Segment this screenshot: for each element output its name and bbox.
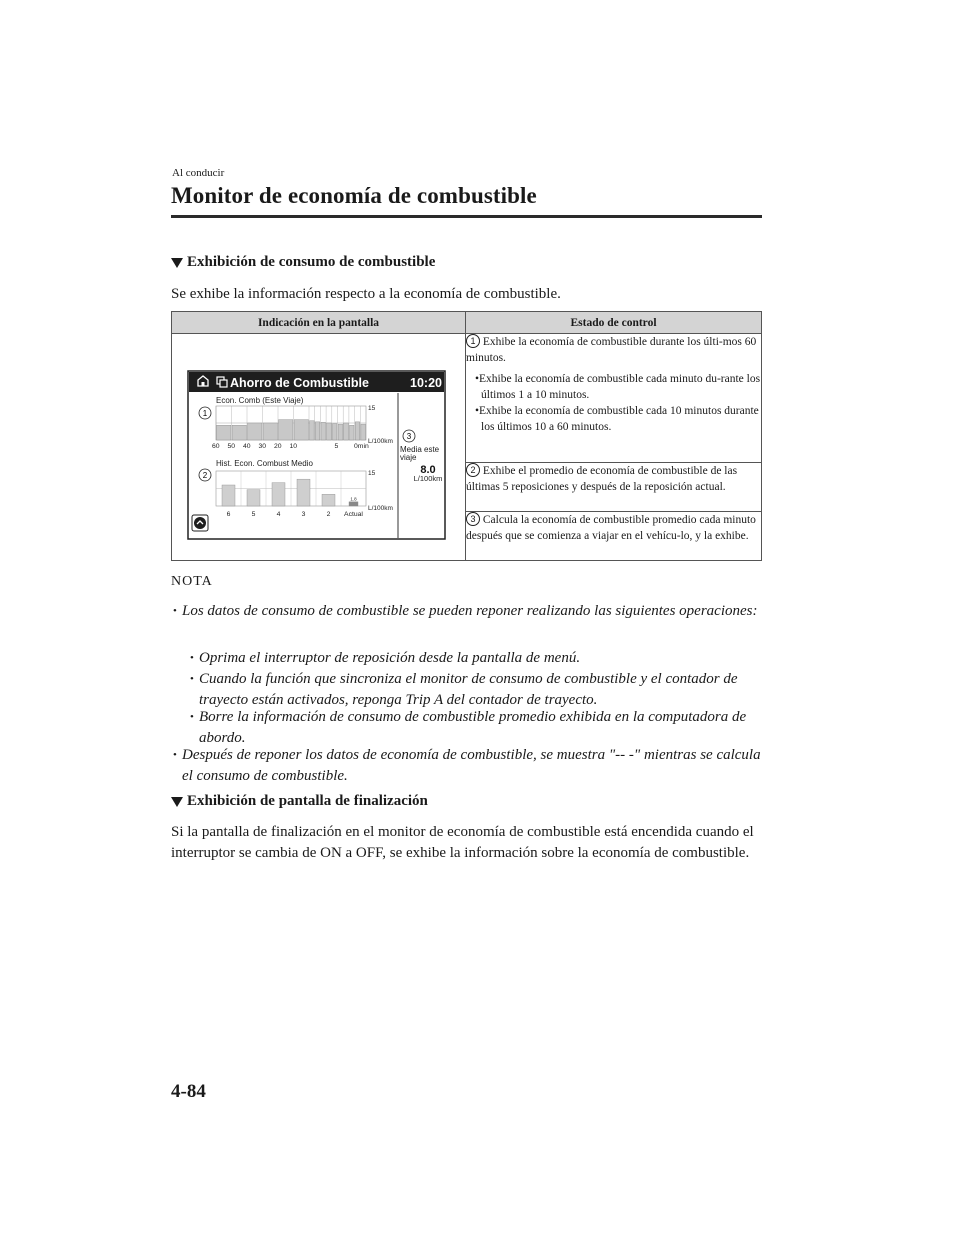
side-unit: L/100km: [413, 474, 443, 483]
chart1-bar: [310, 421, 315, 440]
row3-text: Calcula la economía de combustible promedio cada minuto después que se comienza a viajar en el vehícu-lo, y la exhibe.: [466, 514, 756, 542]
nota-bullet-2-text: Después de reponer los datos de economía de combustible, se muestra "-- -" mientras se calcula el consumo de combustible.: [182, 747, 761, 784]
chart1-x-tick: 40: [243, 443, 251, 450]
chart1-bar: [248, 423, 262, 440]
chart1-bar: [217, 425, 231, 440]
bullet-icon: •: [190, 652, 194, 664]
finalizacion-paragraph: Si la pantalla de finalización en el monitor de economía de combustible está encendida cuando el interruptor se cambia de ON a OFF, se exhibe la información sobre la economía de combustible.: [171, 824, 754, 861]
svg-text:3: 3: [406, 432, 412, 441]
callout-3-marker: 3: [466, 512, 480, 526]
chart2-bar: [247, 490, 260, 506]
svg-text:2: 2: [202, 471, 208, 480]
svg-text:1: 1: [202, 409, 208, 418]
chart1-bar: [355, 422, 360, 440]
chart1-x-tick: 5: [334, 443, 339, 450]
chart2-current-value: 1.8: [350, 496, 357, 502]
chart1-bar: [332, 424, 337, 440]
chart2-bar: [349, 502, 358, 506]
row1-sub-item: •Exhibe la economía de combustible cada minuto du-rante los últimos 1 a 10 minutos.: [475, 373, 761, 401]
section2-heading-text: Exhibición de pantalla de finalización: [187, 793, 428, 809]
triangle-marker-icon: [171, 258, 183, 268]
chart2-bar: [222, 485, 235, 506]
chart1-bar: [327, 423, 332, 440]
nota-bullet-2: [173, 745, 772, 786]
chart1-bar: [361, 424, 366, 440]
nota-subbullet-1-text: Oprima el interruptor de reposición desde la pantalla de menú.: [199, 650, 581, 666]
section-label: Al conducir: [172, 167, 225, 179]
row2-description: [466, 463, 762, 512]
chart1-x-tick: 0min: [354, 443, 369, 450]
bullet-icon: •: [173, 605, 177, 617]
chart2-bar: [297, 479, 310, 506]
chart1-bar: [279, 420, 293, 440]
section-heading-consumo: [171, 254, 435, 271]
nota-bullet-1: [173, 601, 772, 622]
chart1-bar: [350, 425, 355, 440]
title-rule: [171, 215, 762, 218]
row1-text: Exhibe la economía de combustible durante los últi-mos 60 minutos.: [466, 336, 757, 364]
triangle-marker-icon: [171, 797, 183, 807]
screen-illustration-cell: [172, 334, 466, 561]
nota-label: NOTA: [171, 574, 213, 589]
callout-2: [199, 469, 211, 481]
row1-sub-item: •Exhibe la economía de combustible cada 10 minutos durante los últimos 10 a 60 minutos.: [475, 405, 759, 433]
intro-paragraph: Se exhibe la información respecto a la economía de combustible.: [171, 286, 561, 302]
chart2-bar: [272, 483, 285, 506]
chart1-label: Econ. Comb (Este Viaje): [216, 396, 304, 405]
chart1-bar: [294, 420, 308, 440]
chart2-bar: [322, 494, 335, 506]
nota-bullet-1-text: Los datos de consumo de combustible se pueden reponer realizando las siguientes operaciones:: [182, 603, 758, 619]
chart1-ymax: 15: [368, 405, 376, 412]
side-label-1: Media este: [400, 445, 440, 454]
row3-description: [466, 512, 762, 561]
chart1-x-tick: 60: [212, 443, 220, 450]
nota-subbullet-2-text: Cuando la función que sincroniza el monitor de consumo de combustible y el contador de trayecto están activados, reponga Trip A del contador de trayecto.: [199, 671, 738, 708]
chart1-bar: [315, 422, 320, 440]
chart1-bar: [338, 424, 343, 440]
side-label-2: viaje: [400, 453, 417, 462]
chart2-x-tick: 6: [226, 511, 231, 518]
chart2-ymax: 15: [368, 470, 376, 477]
nota-subbullet-3: [190, 707, 771, 748]
back-button-icon[interactable]: [192, 515, 208, 531]
chart1-bar: [344, 423, 349, 440]
chart2-x-tick: 5: [251, 511, 256, 518]
chart1-x-tick: 10: [289, 443, 298, 450]
nota-subbullet-2: [190, 669, 771, 710]
section-heading-finalizacion: [171, 793, 428, 810]
row1-sublist: [466, 371, 761, 435]
screen-time: 10:20: [410, 376, 442, 390]
nota-subbullet-1: [190, 648, 771, 669]
chart1-bar: [232, 425, 246, 440]
control-table: [171, 311, 762, 561]
fuel-economy-screen: [172, 334, 465, 556]
bullet-icon: •: [190, 673, 194, 685]
screen-title: Ahorro de Combustible: [230, 376, 369, 390]
nota-subbullet-3-text: Borre la información de consumo de combustible promedio exhibida en la computadora de abordo.: [199, 709, 747, 746]
chart2-unit: L/100km: [368, 505, 393, 512]
row2-text: Exhibe el promedio de economía de combustible de las últimas 5 reposiciones y después de la reposición actual.: [466, 465, 738, 493]
bullet-icon: •: [173, 749, 177, 761]
callout-3: [403, 430, 415, 442]
chart2-x-tick: 2: [326, 511, 331, 518]
chart2-x-tick: Actual: [344, 511, 363, 518]
chart1-x-tick: 20: [274, 443, 282, 450]
callout-1: [199, 407, 211, 419]
chart2-x-tick: 4: [276, 511, 281, 518]
section-heading-text: Exhibición de consumo de combustible: [187, 254, 436, 270]
callout-1-marker: 1: [466, 334, 480, 348]
page-title: Monitor de economía de combustible: [171, 183, 537, 208]
chart2-x-tick: 3: [301, 511, 306, 518]
page-number: 4-84: [171, 1081, 206, 1102]
chart1-x-tick: 50: [227, 443, 236, 450]
col-header-display: Indicación en la pantalla: [172, 312, 466, 334]
chart1-x-tick: 30: [258, 443, 267, 450]
chart1-unit: L/100km: [368, 438, 393, 445]
chart2-label: Hist. Econ. Combust Medio: [216, 459, 313, 468]
chart1-bar: [263, 423, 277, 440]
side-value: 8.0: [420, 464, 436, 476]
col-header-control: Estado de control: [466, 312, 762, 334]
row1-description: [466, 334, 762, 463]
callout-2-marker: 2: [466, 463, 480, 477]
chart1-bar: [321, 422, 326, 440]
bullet-icon: •: [190, 711, 194, 723]
